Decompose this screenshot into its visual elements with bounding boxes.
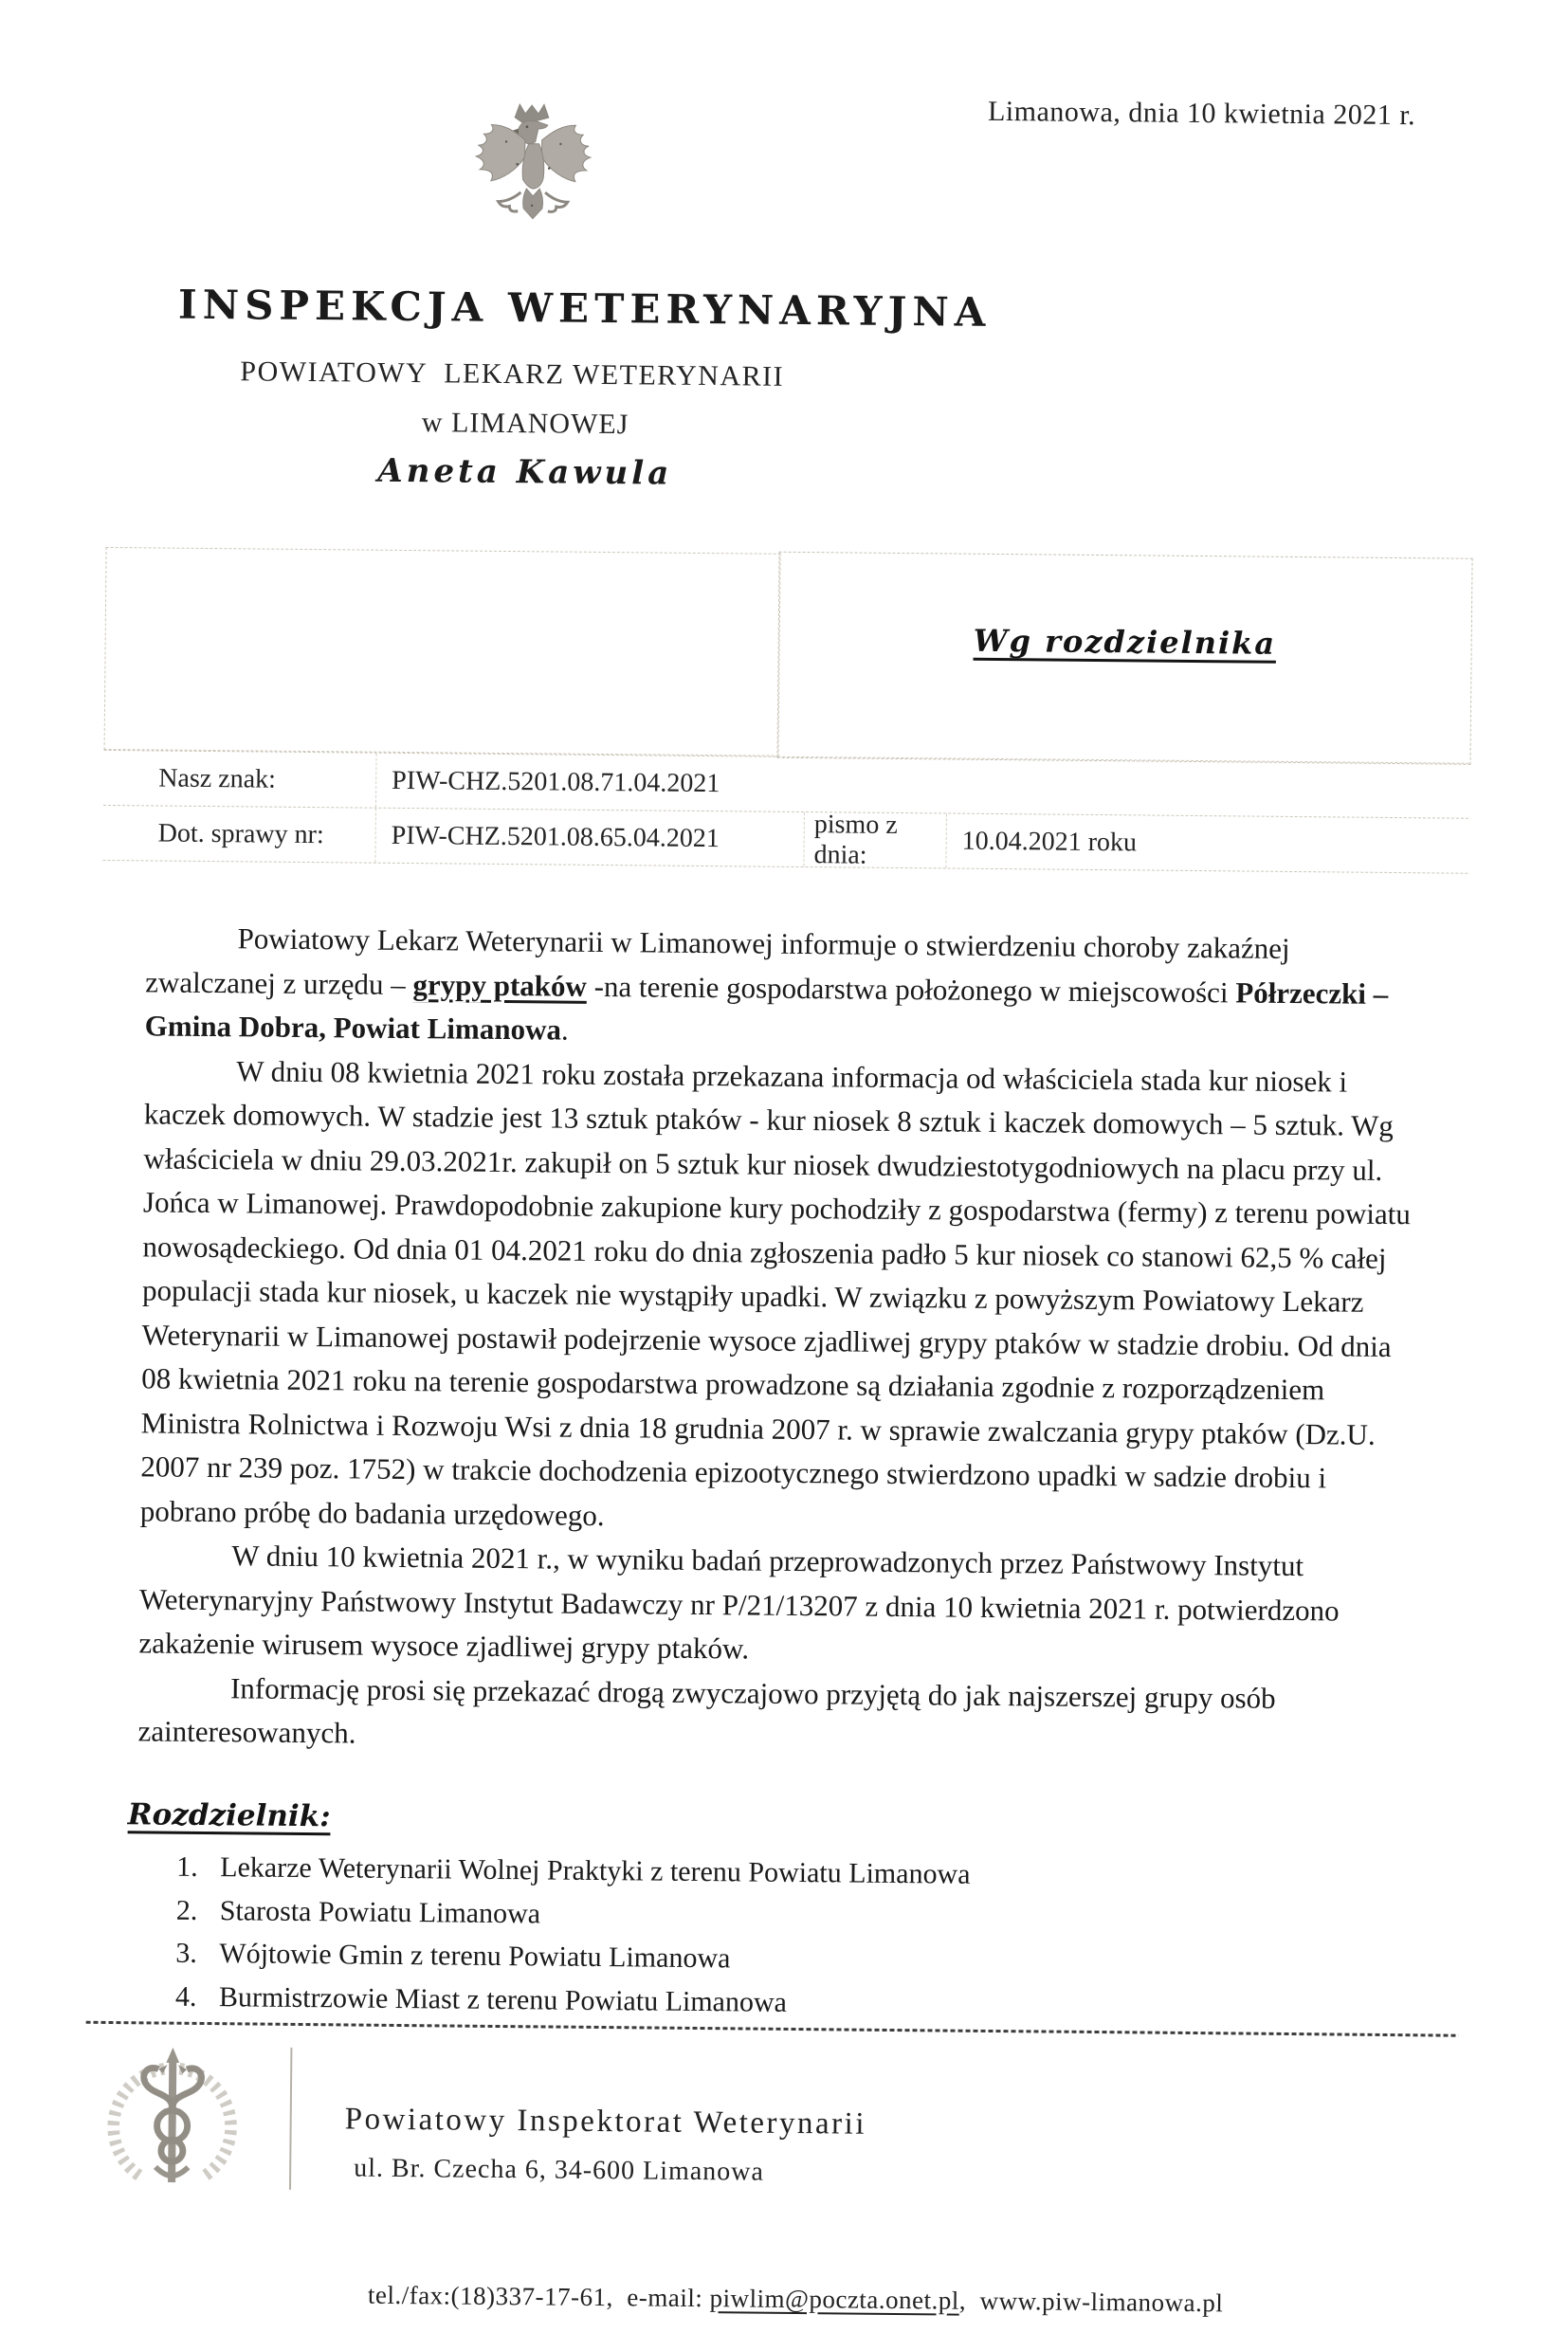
p1-start: Powiatowy Lekarz Weterynarii w Limanowej informuje o stwierdzeniu choroby zakaźnej zwalczanej z urzędu – [145, 921, 1290, 1001]
footer-contact-block [312, 2053, 1225, 2347]
footer-line-2 [312, 2251, 1223, 2347]
reference-table [102, 750, 1468, 874]
our-ref-label: Nasz znak: [103, 751, 377, 808]
polish-eagle-emblem-icon [462, 95, 606, 255]
recipient-address-box [104, 547, 781, 756]
table-row [102, 806, 1468, 874]
case-ref-value: PIW-CHZ.5201.08.65.04.2021 [375, 809, 805, 866]
officer-name: Aneta Kawula [377, 451, 673, 493]
office-line-1: POWIATOWY LEKARZ WETERYNARII [240, 355, 785, 392]
list-item-label: Starosta Powiatu Limanowa [219, 1894, 541, 1929]
list-item [175, 1975, 970, 2026]
letter-date-label: pismo z dnia: [804, 812, 947, 867]
distribution-heading: Rozdzielnik: [127, 1797, 331, 1834]
list-item-label: Lekarze Weterynarii Wolnej Praktyki z terenu Powiatu Limanowa [220, 1851, 971, 1890]
distribution-note: Wg rozdzielnika [973, 622, 1277, 662]
our-ref-value: PIW-CHZ.5201.08.71.04.2021 [392, 765, 720, 798]
date-line: Limanowa, dnia 10 kwietnia 2021 r. [987, 95, 1416, 132]
letter-date-value: 10.04.2021 roku [961, 826, 1138, 857]
p1-end: . [560, 1012, 569, 1047]
list-item-number: 1. [176, 1850, 198, 1883]
distribution-note-box [777, 552, 1473, 765]
p1-mid: -na terenie gospodarstwa położonego w miejscowości [586, 969, 1236, 1009]
list-item [176, 1888, 971, 1940]
list-item-label: Burmistrzowie Miast z terenu Powiatu Limanowa [218, 1980, 788, 2018]
list-item [176, 1846, 971, 1897]
footer-email: piwlim@poczta.onet.pl [709, 2284, 960, 2315]
p1-location: Półrzeczki – Gmina Dobra, Powiat Limanowa [144, 975, 1389, 1047]
footer-phone: tel./fax:(18)337-17-61, e-mail: [367, 2280, 710, 2313]
letter-body [137, 916, 1427, 1765]
list-item-number: 4. [174, 1980, 197, 2013]
footer-separator [289, 2048, 292, 2190]
paragraph-3: W dniu 10 kwietnia 2021 r., w wyniku badań przeprowadzonych przez Państwowy Instytut Weterynaryjny Państwowy Instytut Badawczy nr P/21/13207 z dnia 10 kwietnia 2021 r. potwierdzono zakażenie wirusem wysoce zjadliwej grypy ptaków. [138, 1539, 1340, 1666]
veterinary-caduceus-icon [86, 2038, 259, 2203]
footer-office-name: Powiatowy Inspektorat Weterynarii [344, 2102, 867, 2141]
p1-disease-name: grypy ptaków [412, 967, 588, 1003]
list-item-number: 2. [175, 1894, 198, 1926]
footer-line-1 [314, 2053, 1226, 2246]
footer-address: ul. Br. Czecha 6, 34-600 Limanowa [354, 2153, 765, 2187]
paragraph-2: W dniu 08 kwietnia 2021 roku została przekazana informacja od właściciela stada kur niosek i kaczek domowych. W stadzie jest 13 sztuk ptaków - kur niosek 8 sztuk i kaczek domowych – 5 sztuk. Wg właściciela w dniu 29.03.2021r. zakupił on 5 sztuk kur niosek dwudziestotygodniowych na placu przy ul. Jońca w Limanowej. Prawdopodobnie zakupione kury pochodziły z gospodarstwa (fermy) z terenu powiatu nowosądeckiego. Od dnia 01 04.2021 roku do dnia zgłoszenia padło 5 kur niosek co stanowi 62,5 % całej populacji stada kur niosek, u kaczek nie wystąpiły upadki. W związku z powyższym Powiatowy Lekarz Weterynarii w Limanowej postawił podejrzenie wysoce zjadliwej grypy ptaków w stadzie drobiu. Od dnia 08 kwietnia 2021 roku na terenie gospodarstwa prowadzone są działania zgodnie z rozporządzeniem Ministra Rolnictwa i Rozwoju Wsi z dnia 18 grudnia 2007 r. w sprawie zwalczania grypy ptaków (Dz.U. 2007 nr 239 poz. 1752) w trakcie dochodzenia epizootycznego stwierdzono upadki w sadzie drobiu i pobrano próbę do badania urzędowego. [139, 1053, 1412, 1532]
inspection-title: INSPEKCJA WETERYNARYJNA [177, 281, 992, 336]
paragraph-4: Informację prosi się przekazać drogą zwyczajowo przyjętą do jak najszerszej grupy osób zainteresowanych. [137, 1670, 1276, 1750]
distribution-list [175, 1846, 971, 2026]
paragraph-1 [145, 916, 1428, 1060]
office-line-2: w LIMANOWEJ [421, 407, 629, 441]
list-item [175, 1932, 970, 1983]
footer-website: , www.piw-limanowa.pl [958, 2286, 1224, 2318]
case-ref-label: Dot. sprawy nr: [102, 806, 376, 863]
list-item-label: Wójtowie Gmin z terenu Powiatu Limanowa [219, 1938, 731, 1975]
list-item-number: 3. [175, 1937, 198, 1969]
